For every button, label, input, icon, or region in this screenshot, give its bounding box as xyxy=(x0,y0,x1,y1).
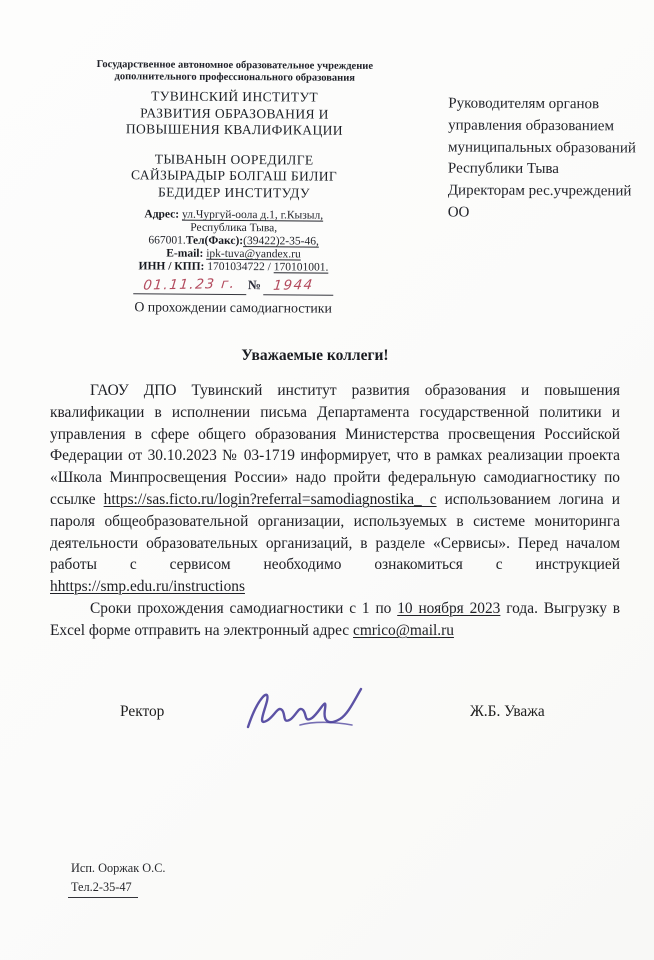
inn-label: ИНН / КПП: xyxy=(138,260,205,273)
recipient-line: ОО xyxy=(447,204,470,221)
date-number-line xyxy=(59,276,407,299)
letterhead xyxy=(59,59,409,317)
numero-sign: № xyxy=(247,277,262,293)
recipient-line: управления образованием xyxy=(448,117,615,135)
signatory-position: Ректор xyxy=(120,703,165,720)
org-name-line: ТУВИНСКИЙ ИНСТИТУТ xyxy=(151,88,319,105)
handwritten-number: 1944 xyxy=(272,277,315,294)
inn-kpp-line xyxy=(59,260,407,275)
letter-body xyxy=(50,380,620,642)
email-value[interactable]: ipk-tuva@yandex.ru xyxy=(206,247,301,261)
org-name-line: БЕДИДЕР ИНСТИТУДУ xyxy=(157,183,311,201)
postal-code: 667001. xyxy=(148,234,186,247)
executor-block xyxy=(71,859,165,898)
body-text-segment: Сроки прохождения самодиагностики с 1 по xyxy=(90,599,398,617)
executor-phone: Тел.2-35-47 xyxy=(68,878,138,898)
paragraph-2 xyxy=(50,598,620,642)
address-line: Республика Тыва, xyxy=(190,221,278,235)
body-text-segment: года. Выгрузку в Excel форме отправить на электронный адрес xyxy=(50,599,620,639)
org-type-text: Государственное автономное образовательное учреждение дополнительного профессионального образования xyxy=(96,59,374,84)
address-value: ул.Чургуй-оола д.1, г.Кызыл, xyxy=(181,208,324,222)
body-text-segment: использованием логина и пароля общеобразовательной организации, используемых в системе мониторинга деятельности образовательных организаций, в разделе «Сервисы». Перед началом работы с сервисом необходимо ознакомиться с инструкцией xyxy=(50,490,620,574)
recipient-line: муниципальных образований xyxy=(448,139,636,157)
handwritten-date: 01.11.23 г. xyxy=(142,275,237,294)
salutation: Уважаемые коллеги! xyxy=(241,347,389,364)
phone-value: (39422)2-35-46, xyxy=(243,235,319,248)
link-instructions[interactable]: hhttps://smp.edu.ru/instructions xyxy=(50,578,245,596)
inn-value: 1701034722 / xyxy=(207,260,274,274)
kpp-value: 170101001. xyxy=(273,261,329,274)
signatory-name: Ж.Б. Уважа xyxy=(470,703,545,720)
link-email-cmrico[interactable]: cmrico@mail.ru xyxy=(353,621,454,639)
org-name-line: ПОВЫШЕНИЯ КВАЛИФИКАЦИИ xyxy=(125,121,343,138)
contact-block xyxy=(59,208,407,275)
recipient-line: Руководителям органов xyxy=(448,95,600,113)
number-field xyxy=(263,277,333,295)
date-field xyxy=(134,276,246,295)
org-name-tuvan xyxy=(60,150,408,202)
org-name-russian xyxy=(60,88,408,140)
org-name-line: САЙЗЫРАДЫР БОЛГАШ БИЛИГ xyxy=(130,167,338,184)
address-label: Адрес: xyxy=(144,208,180,221)
signature-row xyxy=(50,703,620,743)
signature-icon xyxy=(240,681,370,746)
letter-subject: О прохождении самодиагностики xyxy=(134,299,332,316)
executor-name: Исп. Ооржак О.С. xyxy=(71,861,166,875)
paragraph-1 xyxy=(50,380,620,598)
recipient-line: Республики Тыва xyxy=(447,160,560,178)
phone-label: Тел(Факс): xyxy=(185,234,244,248)
deadline-underlined: 10 ноября 2023 xyxy=(397,599,501,617)
recipient-block xyxy=(448,93,649,225)
body-text-segment: ГАОУ ДПО Тувинский институт развития образования и повышения квалификации в исполнении письма Департамента государственной политики и управления в сфере общего образования Министерства просвещения Российской Федерации от 30.10.2023 № 03-1719 информирует, что в рамках реализации проекта «Школа Минпросвещения России» надо пройти федеральную самодиагностику по ссылке xyxy=(50,382,620,508)
org-name-line: ТЫВАНЫН ООРЕДИЛГЕ xyxy=(154,150,314,168)
link-samodiagnostika[interactable]: https://sas.ficto.ru/login?referral=samodiagnostika_ с xyxy=(103,490,437,508)
recipient-line: Директорам рес.учреждений xyxy=(447,182,632,200)
email-label: E-mail: xyxy=(166,247,204,260)
org-name-line: РАЗВИТИЯ ОБРАЗОВАНИЯ И xyxy=(140,104,329,122)
